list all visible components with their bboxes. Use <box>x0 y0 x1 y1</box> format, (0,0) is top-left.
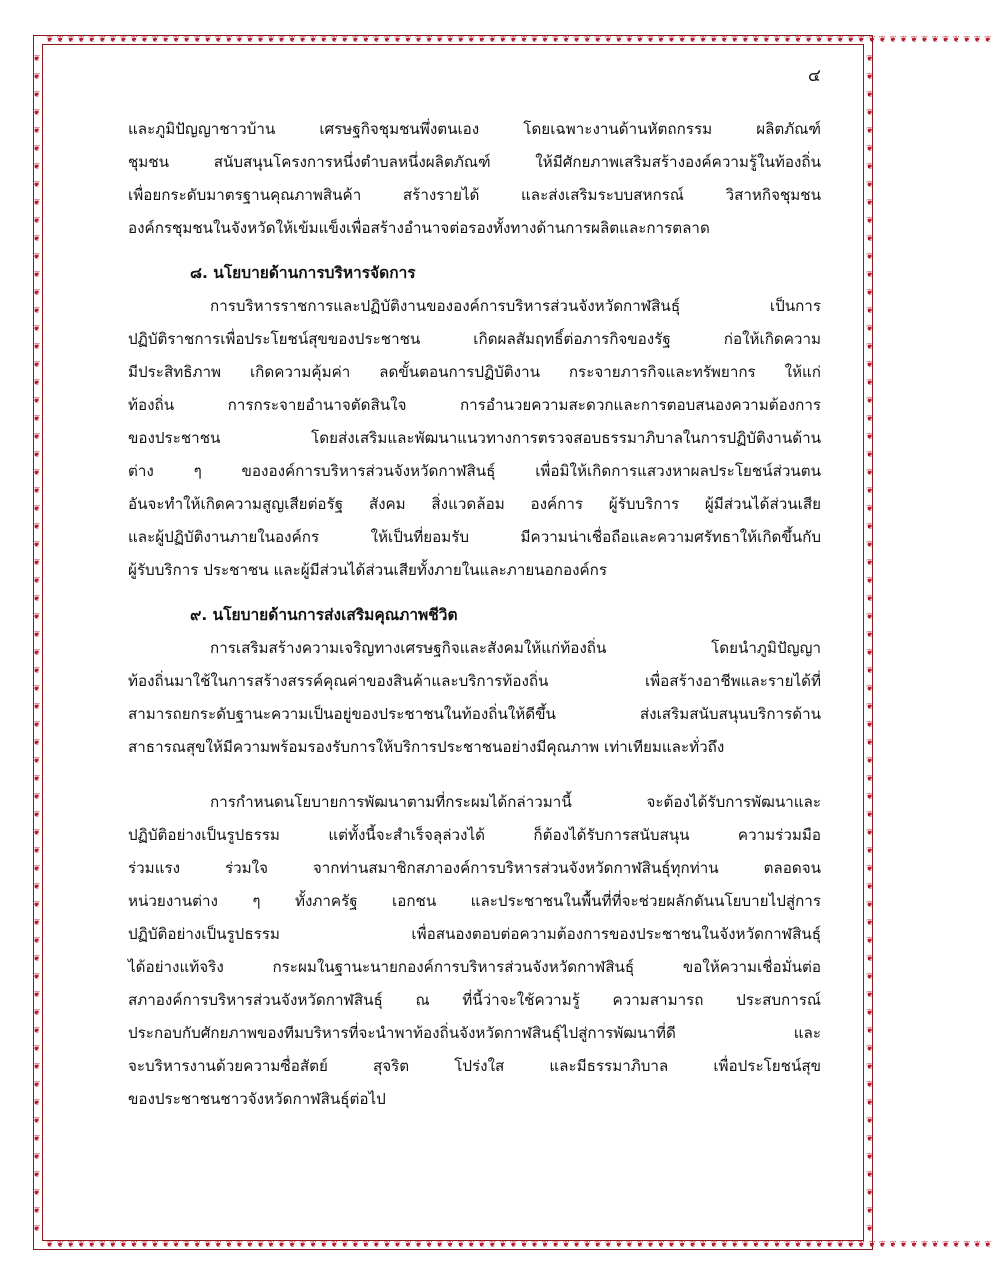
closing-line: ของประชาชนชาวจังหวัดกาฬสินธุ์ต่อไป <box>128 1090 386 1108</box>
page-number: ๔ <box>808 66 821 86</box>
closing-line: ปฏิบัติอย่างเป็นรูปธรรม แต่ทั้งนี้จะสำเร็จลุล่วงได้ ก็ต้องได้รับการสนับสนุน ความร่วมมือ <box>128 826 821 844</box>
intro-line: ชุมชน สนับสนุนโครงการหนึ่งตำบลหนึ่งผลิตภัณฑ์ ให้มีศักยภาพเสริมสร้างองค์ความรู้ในท้องถิ่น <box>128 153 821 171</box>
section-8-line: และผู้ปฏิบัติงานภายในองค์กร ให้เป็นที่ยอมรับ มีความน่าเชื่อถือและความศรัทธาให้เกิดขึ้นกับ <box>128 528 821 546</box>
section-9-paragraph <box>128 632 821 764</box>
section-8-paragraph <box>128 290 821 587</box>
ornament-border-top: ❦❦❦❦❦❦❦❦❦❦❦❦❦❦❦❦❦❦❦❦❦❦❦❦❦❦❦❦❦❦❦❦❦❦❦❦❦❦❦❦❦❦❦❦❦❦❦❦❦❦❦❦❦❦❦❦❦❦❦❦❦❦❦❦❦❦❦❦❦❦❦❦❦❦❦❦❦❦❦❦❦❦❦❦❦❦❦❦❦❦ <box>46 35 995 45</box>
closing-paragraph <box>128 786 821 1116</box>
closing-line: หน่วยงานต่าง ๆ ทั้งภาครัฐ เอกชน และประชาชนในพื้นที่ที่จะช่วยผลักดันนโยบายไปสู่การ <box>128 892 821 910</box>
closing-line: ประกอบกับศักยภาพของทีมบริหารที่จะนำพาท้องถิ่นจังหวัดกาฬสินธุ์ไปสู่การพัฒนาที่ดี และ <box>128 1024 821 1042</box>
document-body <box>128 113 821 1116</box>
closing-line: สภาองค์การบริหารส่วนจังหวัดกาฬสินธุ์ ณ ที่นี้ว่าจะใช้ความรู้ ความสามารถ ประสบการณ์ <box>128 991 821 1009</box>
section-8-line: ต่าง ๆ ขององค์การบริหารส่วนจังหวัดกาฬสินธุ์ เพื่อมิให้เกิดการแสวงหาผลประโยชน์ส่วนตน <box>128 462 821 480</box>
section-9-line: สาธารณสุขให้มีความพร้อมรองรับการให้บริการประชาชนอย่างมีคุณภาพ เท่าเทียมและทั่วถึง <box>128 738 725 756</box>
section-8-line: อันจะทำให้เกิดความสูญเสียต่อรัฐ สังคม สิ่งแวดล้อม องค์การ ผู้รับบริการ ผู้มีส่วนได้ส่วนเสีย <box>128 495 821 513</box>
section-8-line: ปฏิบัติราชการเพื่อประโยชน์สุขของประชาชน เกิดผลสัมฤทธิ์ต่อภารกิจของรัฐ ก่อให้เกิดความ <box>128 330 821 348</box>
ornament-border-right: ❦❦❦❦❦❦❦❦❦❦❦❦❦❦❦❦❦❦❦❦❦❦❦❦❦❦❦❦❦❦❦❦❦❦❦❦❦❦❦❦❦❦❦❦❦❦❦❦❦❦❦❦❦❦❦❦❦❦❦❦❦❦❦❦❦❦ <box>866 54 874 1234</box>
section-8-line: ผู้รับบริการ ประชาชน และผู้มีส่วนได้ส่วนเสียทั้งภายในและภายนอกองค์กร <box>128 561 607 579</box>
section-8-line: ท้องถิ่น การกระจายอำนาจตัดสินใจ การอำนวยความสะดวกและการตอบสนองความต้องการ <box>128 396 821 414</box>
intro-line: องค์กรชุมชนในจังหวัดให้เข้มแข็งเพื่อสร้างอำนาจต่อรองทั้งทางด้านการผลิตและการตลาด <box>128 219 710 237</box>
section-9-line: สามารถยกระดับฐานะความเป็นอยู่ของประชาชนในท้องถิ่นให้ดีขึ้น ส่งเสริมสนับสนุนบริการด้าน <box>128 705 821 723</box>
intro-paragraph <box>128 113 821 245</box>
section-8-line: การบริหารราชการและปฏิบัติงานขององค์การบริหารส่วนจังหวัดกาฬสินธุ์ เป็นการ <box>210 297 821 315</box>
ornament-border-left: ❦❦❦❦❦❦❦❦❦❦❦❦❦❦❦❦❦❦❦❦❦❦❦❦❦❦❦❦❦❦❦❦❦❦❦❦❦❦❦❦❦❦❦❦❦❦❦❦❦❦❦❦❦❦❦❦❦❦❦❦❦❦❦❦❦❦ <box>33 54 41 1234</box>
intro-line: และภูมิปัญญาชาวบ้าน เศรษฐกิจชุมชนพึ่งตนเอง โดยเฉพาะงานด้านหัตถกรรม ผลิตภัณฑ์ <box>128 120 821 138</box>
closing-line: จะบริหารงานด้วยความซื่อสัตย์ สุจริต โปร่งใส และมีธรรมาภิบาล เพื่อประโยชน์สุข <box>128 1057 821 1075</box>
section-9-line: การเสริมสร้างความเจริญทางเศรษฐกิจและสังคมให้แก่ท้องถิ่น โดยนำภูมิปัญญา <box>210 639 821 657</box>
section-9-line: ท้องถิ่นมาใช้ในการสร้างสรรค์คุณค่าของสินค้าและบริการท้องถิ่น เพื่อสร้างอาชีพและรายได้ที่ <box>128 672 821 690</box>
intro-line: เพื่อยกระดับมาตรฐานคุณภาพสินค้า สร้างรายได้ และส่งเสริมระบบสหกรณ์ วิสาหกิจชุมชน <box>128 186 821 204</box>
section-8-line: มีประสิทธิภาพ เกิดความคุ้มค่า ลดขั้นตอนการปฏิบัติงาน กระจายภารกิจและทรัพยากร ให้แก่ <box>128 363 821 381</box>
closing-line: ร่วมแรง ร่วมใจ จากท่านสมาชิกสภาองค์การบริหารส่วนจังหวัดกาฬสินธุ์ทุกท่าน ตลอดจน <box>128 859 821 877</box>
closing-line: การกำหนดนโยบายการพัฒนาตามที่กระผมได้กล่าวมานี้ จะต้องได้รับการพัฒนาและ <box>210 793 821 811</box>
ornament-border-bottom: ❦❦❦❦❦❦❦❦❦❦❦❦❦❦❦❦❦❦❦❦❦❦❦❦❦❦❦❦❦❦❦❦❦❦❦❦❦❦❦❦❦❦❦❦❦❦❦❦❦❦❦❦❦❦❦❦❦❦❦❦❦❦❦❦❦❦❦❦❦❦❦❦❦❦❦❦❦❦❦❦❦❦❦❦❦❦❦❦❦❦ <box>46 1240 995 1250</box>
closing-line: ได้อย่างแท้จริง กระผมในฐานะนายกองค์การบริหารส่วนจังหวัดกาฬสินธุ์ ขอให้ความเชื่อมั่นต่อ <box>128 958 821 976</box>
section-8-heading: ๘. นโยบายด้านการบริหารจัดการ <box>190 264 416 282</box>
closing-line: ปฏิบัติอย่างเป็นรูปธรรม เพื่อสนองตอบต่อความต้องการของประชาชนในจังหวัดกาฬสินธุ์ <box>128 925 821 943</box>
section-9-heading: ๙. นโยบายด้านการส่งเสริมคุณภาพชีวิต <box>190 606 458 624</box>
section-8-line: ของประชาชน โดยส่งเสริมและพัฒนาแนวทางการตรวจสอบธรรมาภิบาลในการปฏิบัติงานด้าน <box>128 429 821 447</box>
